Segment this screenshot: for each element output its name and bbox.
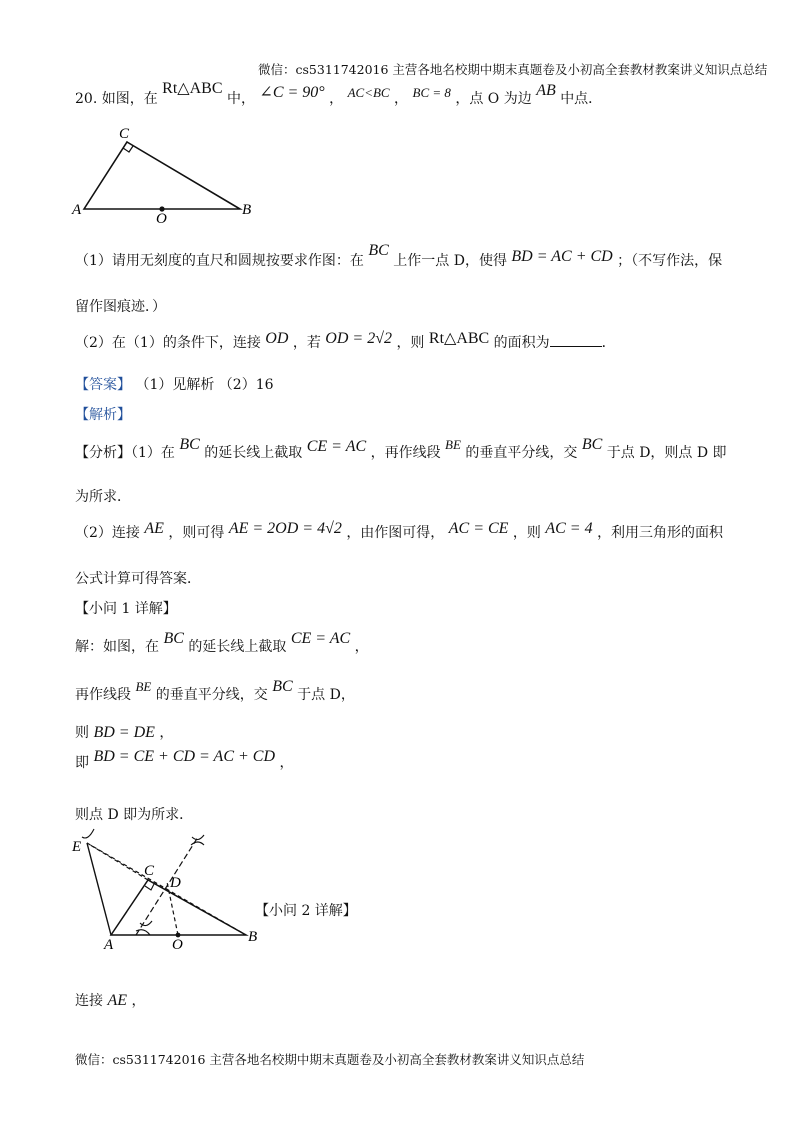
text: 的垂直平分线，交 [155,687,268,703]
right-angle-mark [145,884,154,890]
label-b: B [242,202,252,218]
label-c: C [144,863,155,879]
figure-triangle-abc [70,124,260,224]
eq-ac-4: AC = 4 [545,520,593,537]
text: 的延长线上截取 [204,445,303,461]
text: 即 [75,755,89,771]
detail-1-step-5: 则点 D 即为所求． [75,807,194,823]
segment-be: BE [135,679,152,694]
eq-bd: BD = AC + CD [511,248,613,265]
text: ，若 [292,335,321,351]
text: （1）请用无刻度的直尺和圆规按要求作图：在 [75,253,364,269]
detail-1-step-3 [75,722,173,742]
analysis-line-2: 为所求． [75,489,131,505]
eq-ac-ce: AC = CE [448,520,509,537]
label-o: O [172,937,183,953]
text: 则 [75,725,89,741]
text: 的面积为 [493,335,550,351]
text: ，利用三角形的面积 [597,525,724,541]
text: 的延长线上截取 [188,639,287,655]
text: 中点． [560,91,603,107]
eq-ae: AE = 2OD = 4√2 [228,520,342,537]
question-1 [75,242,723,270]
segment-bc: BC [272,678,293,695]
question-1-cont: 留作图痕迹．） [75,299,166,315]
text: 的垂直平分线，交 [465,445,578,461]
label-a: A [72,202,82,218]
bc-eq-8: BC = 8 [412,85,451,100]
segment-ae: AE [107,992,127,1009]
answer-text: （1）见解析 （2）16 [135,377,274,393]
detail-2-title: 【小问 2 详解】 [255,903,357,919]
label-e: E [72,839,82,855]
question-2 [75,332,616,352]
segment-be: BE [445,437,461,452]
eq-bd-de: BD = DE [93,724,155,741]
angle-c: ∠C = 90° [259,84,325,101]
segment-ab: AB [536,82,556,99]
segment-bc-2: BC [581,436,603,453]
segment-bc: BC [163,630,184,647]
triangle [84,142,240,209]
eq-ce-ac: CE = AC [306,438,367,455]
text: 中， [226,91,255,107]
text: ，由作图可得， [346,525,445,541]
rt-triangle-abc-2: Rt△ABC [428,330,490,347]
segment-bc: BC [368,242,389,259]
text: ， [394,91,409,107]
detail-1-title: 【小问 1 详解】 [75,601,177,617]
text: ， [159,725,174,741]
eq-bd-chain: BD = CE + CD = AC + CD [93,748,276,765]
eq-od: OD = 2√2 [325,330,392,347]
text: （2）在（1）的条件下，连接 [75,335,261,351]
arc-mark-top [191,842,204,845]
text: 连接 [75,993,103,1009]
arc-mark-e [82,829,94,838]
text: ． [601,335,616,351]
text: ；（不写作法，保 [617,253,723,269]
text: ， [279,755,294,771]
text: 解：如图，在 [75,639,159,655]
page-header: 微信：cs5311742016 主营各地名校期中期末真题卷及小初高全套教材教案讲义知识点总结 [258,62,768,77]
text: （2）连接 [75,525,140,541]
analysis-label: 【解析】 [75,407,131,423]
label-o: O [156,211,167,224]
text: 【分析】（1）在 [75,445,175,461]
text: ，则 [396,335,425,351]
analysis-line-1 [75,436,727,462]
eq-ce-ac: CE = AC [290,630,351,647]
text: 于点 D，则点 D 即 [606,445,727,461]
detail-1-step-1 [75,630,369,656]
detail-2-step-1 [75,990,145,1010]
segment-ae: AE [144,520,164,537]
segment-ae [87,843,111,935]
problem-statement [75,80,603,108]
label-d: D [170,875,181,891]
text: 上作一点 D，使得 [393,253,507,269]
text: ，再作线段 [370,445,441,461]
figure-construction [66,825,266,955]
text: 再作线段 [75,687,131,703]
text: 于点 D， [297,687,355,703]
label-b: B [248,929,258,945]
segment-od: OD [265,330,289,347]
text: ， [131,993,146,1009]
arc-mark-bottom [140,921,152,926]
answer-line [75,374,274,394]
arc-mark-top-2 [192,835,204,840]
answer-blank [550,334,602,347]
detail-1-step-2 [75,678,355,704]
detail-1-step-4 [75,748,294,772]
text: ，则 [512,525,541,541]
page-footer: 微信：cs5311742016 主营各地名校期中期末真题卷及小初高全套教材教案讲义知识点总结 [75,1052,585,1067]
text: ， [329,91,344,107]
text: ， [354,639,369,655]
label-a: A [104,937,114,953]
analysis-line-3 [75,522,723,542]
segment-bc: BC [179,436,200,453]
text: ，则可得 [168,525,225,541]
rt-triangle-abc: Rt△ABC [162,80,223,97]
answer-label: 【答案】 [75,377,131,393]
text: ，点 O 为边 [455,91,532,107]
label-c: C [119,126,130,142]
ac-lt-bc: AC<BC [347,85,390,100]
analysis-line-4: 公式计算可得答案． [75,571,201,587]
problem-number: 20. 如图，在 [75,91,158,107]
